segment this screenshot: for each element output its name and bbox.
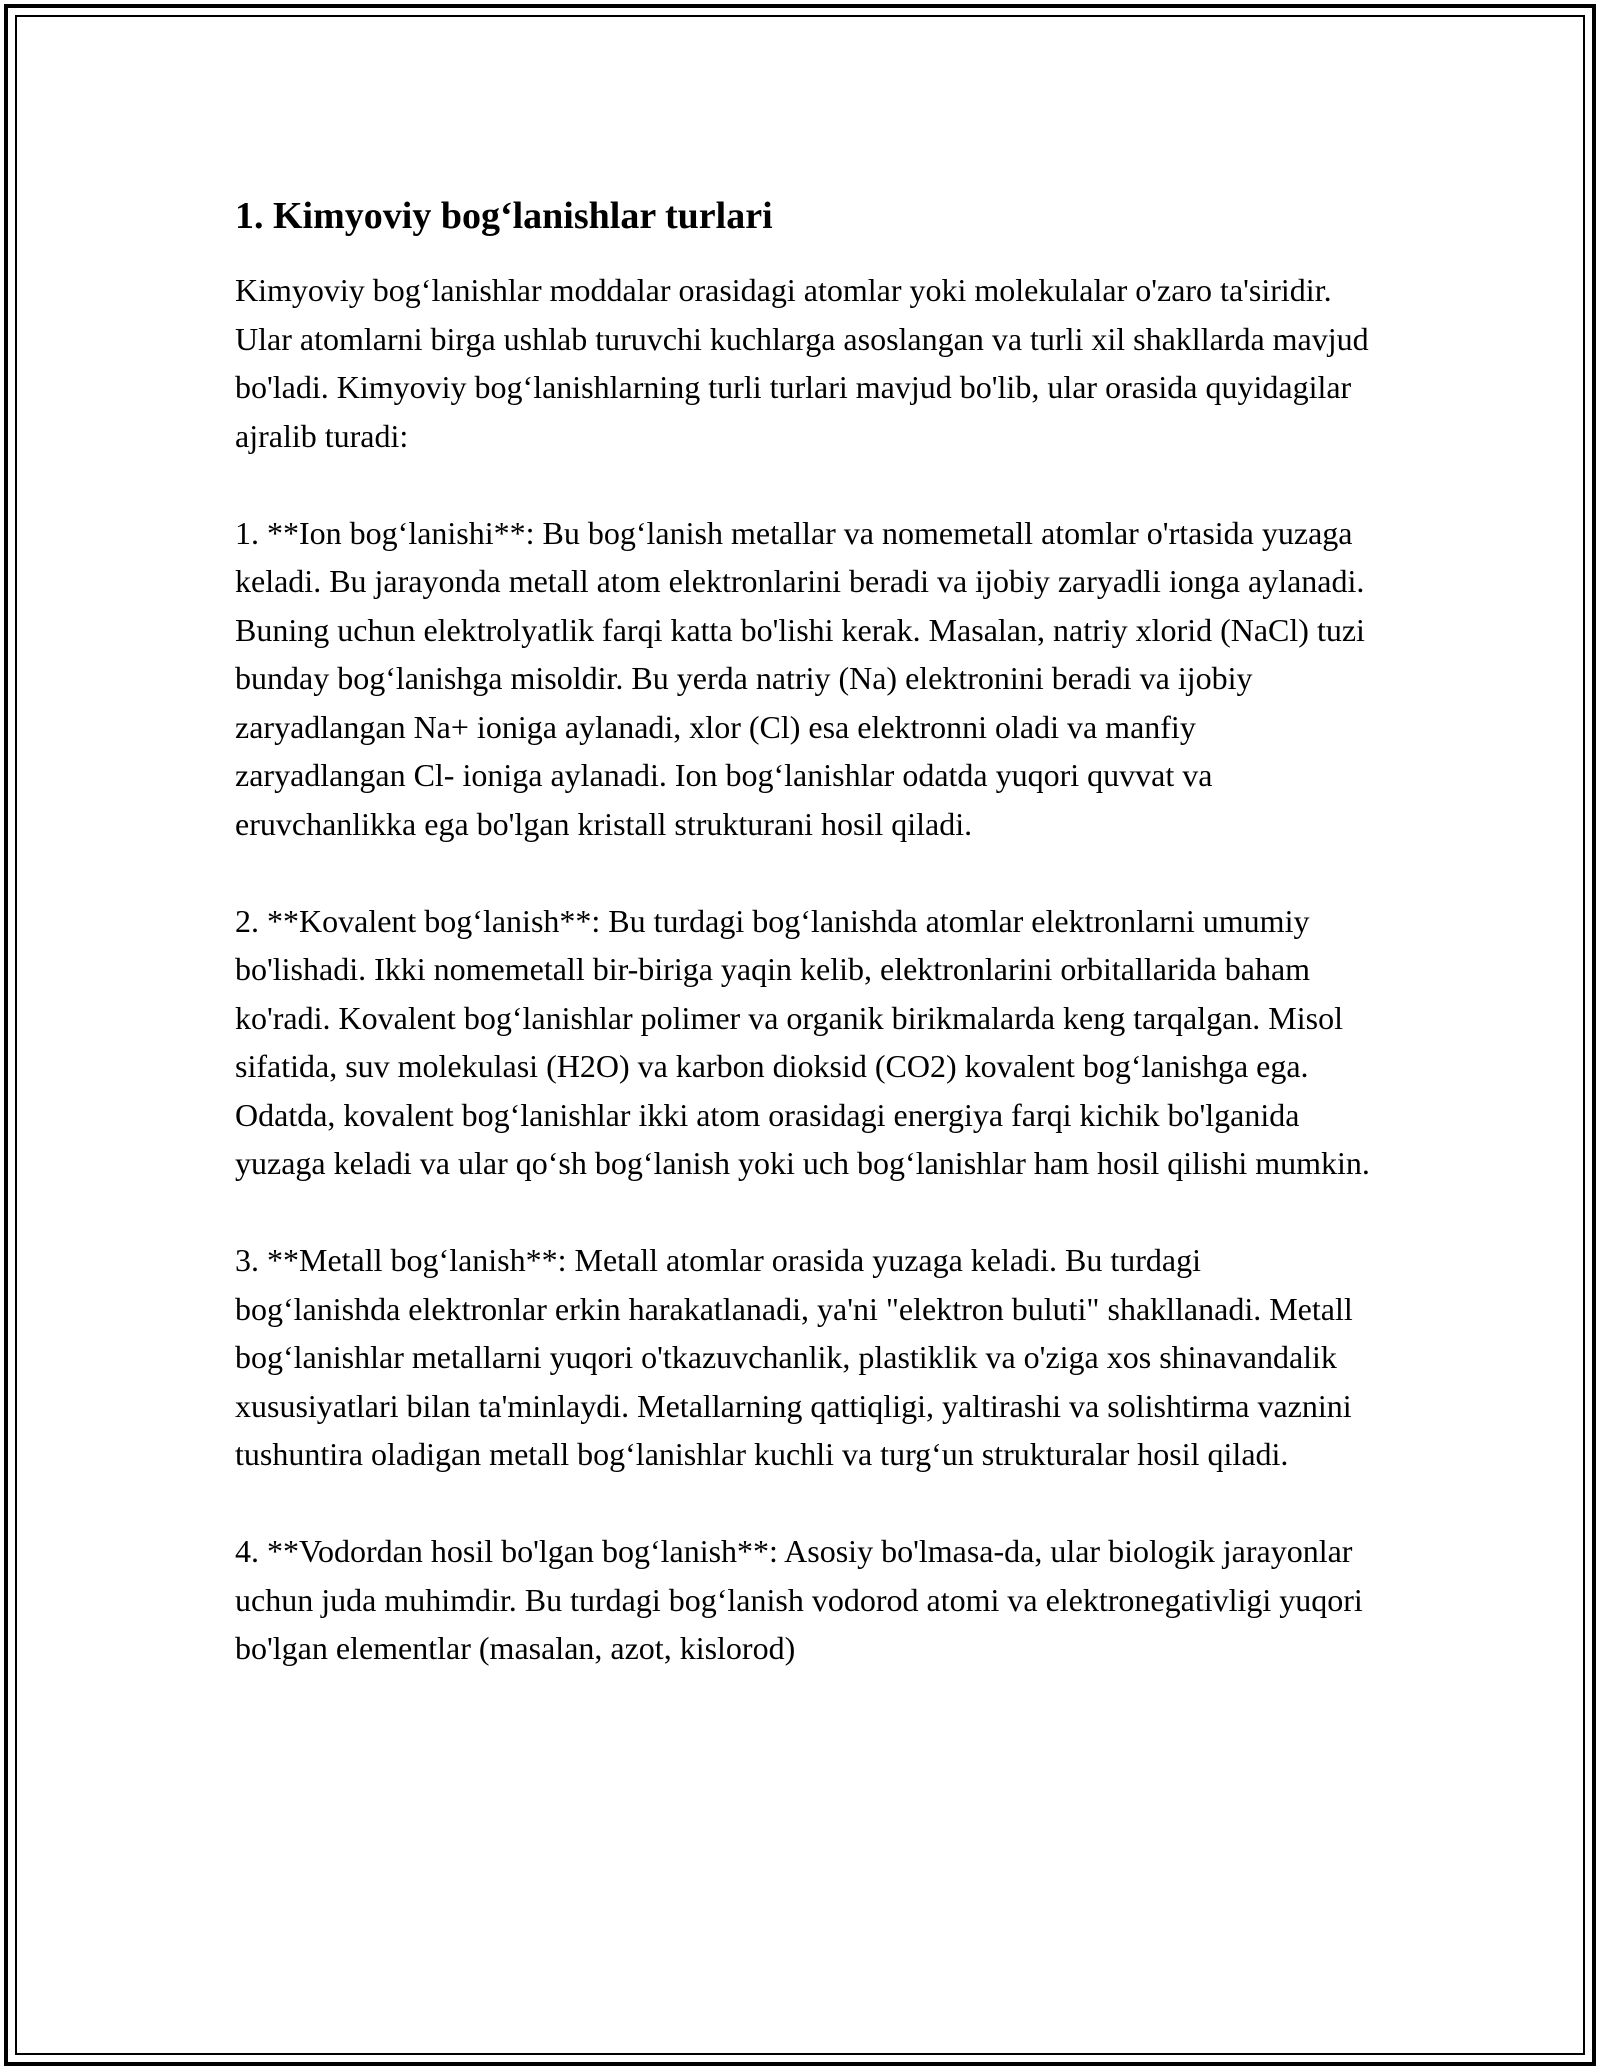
intro-paragraph: Kimyoviy bog‘lanishlar moddalar orasidagi atomlar yoki molekulalar o'zaro ta'siridir. Ular atomlarni birga ushlab turuvchi kuchlarga asoslangan va turli xil shakllarda mavjud bo'ladi. Kimyoviy bog‘lanishlarning turli turlari mavjud bo'lib, ular orasida quyidagilar ajralib turadi: [235, 272, 1369, 454]
hydrogen-bond-paragraph: 4. **Vodordan hosil bo'lgan bog‘lanish**: Asosiy bo'lmasa-da, ular biologik jarayonlar uchun juda muhimdir. Bu turdagi bog‘lanish vodorod atomi va elektronegativligi yuqori bo'lgan elementlar (masalan, azot, kislorod) [235, 1533, 1363, 1666]
ion-bond-paragraph: 1. **Ion bog‘lanishi**: Bu bog‘lanish metallar va nomemetall atomlar o'rtasida yuzaga keladi. Bu jarayonda metall atom elektronlarini beradi va ijobiy zaryadli ionga aylanadi. Buning uchun elektrolyatlik farqi katta bo'lishi kerak. Masalan, natriy xlorid (NaCl) tuzi bunday bog‘lanishga misoldir. Bu yerda natriy (Na) elektronini beradi va ijobiy zaryadlangan Na+ ioniga aylanadi, xlor (Cl) esa elektronni oladi va manfiy zaryadlangan Cl- ioniga aylanadi. Ion bog‘lanishlar odatda yuqori quvvat va eruvchanlikka ega bo'lgan kristall strukturani hosil qiladi. [235, 514, 1365, 842]
metallic-bond-paragraph: 3. **Metall bog‘lanish**: Metall atomlar orasida yuzaga keladi. Bu turdagi bog‘lanishda elektronlar erkin harakatlanadi, ya'ni "elektron buluti" shakllanadi. Metall bog‘lanishlar metallarni yuqori o'tkazuvchanlik, plastiklik va o'ziga xos shinavandalik xususiyatlari bilan ta'minlaydi. Metallarning qattiqligi, yaltirashi va solishtirma vaznini tushuntira oladigan metall bog‘lanishlar kuchli va turg‘un strukturalar hosil qiladi. [235, 1242, 1353, 1472]
covalent-bond-paragraph: 2. **Kovalent bog‘lanish**: Bu turdagi bog‘lanishda atomlar elektronlarni umumiy bo'lishadi. Ikki nomemetall bir-biriga yaqin kelib, elektronlarini orbitallarida baham ko'radi. Kovalent bog‘lanishlar polimer va organik birikmalarda keng tarqalgan. Misol sifatida, suv molekulasi (H2O) va karbon dioksid (CO2) kovalent bog‘lanishga ega. Odatda, kovalent bog‘lanishlar ikki atom orasidagi energiya farqi kichik bo'lganida yuzaga keladi va ular qo‘sh bog‘lanish yoki uch bog‘lanishlar ham hosil qilishi mumkin. [235, 902, 1370, 1181]
document-body [235, 188, 1370, 1673]
section-heading: 1. Kimyoviy bog‘lanishlar turlari [235, 195, 773, 237]
